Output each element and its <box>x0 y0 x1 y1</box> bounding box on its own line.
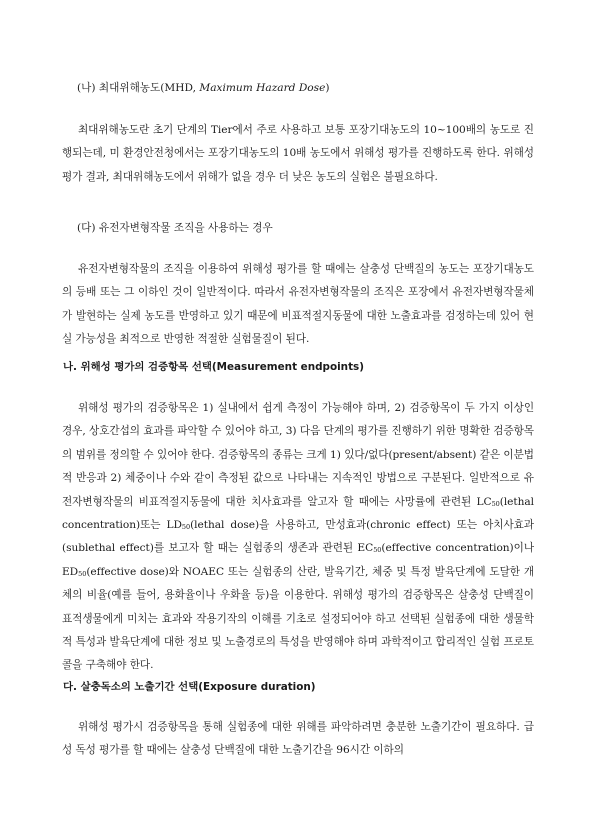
subsection-label-end: ) <box>325 82 330 94</box>
subsection-label: (나) 최대위해농도(MHD, <box>77 82 200 94</box>
paragraph-endpoints <box>62 397 534 678</box>
section-heading-endpoints: 나. 위해성 평가의 검증항목 선택(Measurement endpoints) <box>63 361 364 373</box>
text-run: (effective concentration)이나 ED <box>62 542 535 578</box>
text-run: 위해성 평가의 검증항목은 1) 실내에서 쉽게 측정이 가능해야 하며, 2) 검증항목이 두 가지 이상인 경우, 상호간섭의 효과를 파악할 수 있어야 하고, 3) 다음 단계의 평가를 진행하기 위한 명확한 검증항목의 범위를 정의할 수 있어야 한다. 검증항목의 종류는 크게 1) 있다/없다(present/absent) 같은 이분법적 반응과 2) 체중이나 수와 같이 측정된 값으로 나타내는 지속적인 방법으로 구분된다. 일반적으로 유전자변형작물의 비표적절지동물에 대한 치사효과를 알고자 할 때에는 사망률에 관련된 LC <box>62 402 534 508</box>
subscript: 50 <box>491 499 500 508</box>
paragraph-mhd: 최대위해농도란 초기 단계의 Tier에서 주로 사용하고 보통 포장기대농도의 10~100배의 농도로 진행되는데, 미 환경안전청에서는 포장기대농도의 10배 농도에서 위해성 평가를 진행하도록 한다. 위해성 평가 결과, 최대위해농도에서 위해가 없을 경우 더 낮은 농도의 실험은 불필요하다. <box>62 124 534 183</box>
subscript: 50 <box>373 546 382 555</box>
subsection-heading-gm-tissue: (다) 유전자변형작물 조직을 사용하는 경우 <box>77 222 273 234</box>
subscript: 50 <box>78 569 87 578</box>
paragraph-gm-tissue: 유전자변형작물의 조직을 이용하여 위해성 평가를 할 때에는 살충성 단백질의 농도는 포장기대농도의 등배 또는 그 이하인 것이 일반적이다. 따라서 유전자변형작물의 조직은 포장에서 유전자변형작물체가 발현하는 실제 농도를 반영하고 있기 때문에 비표적절지동물에 대한 노출효과를 검정하는데 있어 현실 가능성을 최적으로 반영한 적절한 실험물질이 된다. <box>62 263 534 346</box>
paragraph-exposure: 위해성 평가시 검증항목을 통해 실험종에 대한 위해를 파악하려면 충분한 노출기간이 필요하다. 급성 독성 평가를 할 때에는 살충성 단백질에 대한 노출기간을 96시간 이하의 <box>62 721 534 757</box>
subsection-heading-mhd <box>77 81 534 95</box>
text-run: (lethal dose)을 사용하고, 만성효과(chronic effect) 또는 아치사효과(sublethal effect)를 보고자 할 때는 실험종의 생존과 관련된 EC <box>62 519 534 555</box>
text-run: (effective dose)와 NOAEC 또는 실험종의 산란, 발육기간, 체중 및 특정 발육단계에 도달한 개체의 비율(예를 들어, 용화율이나 우화율 등)을 이용한다. 위해성 평가의 검증항목은 살충성 단백질이 표적생물에게 미치는 효과와 작용기작의 이해를 기초로 설정되어야 하고 선택된 실험종에 대한 생물학적 특성과 발육단계에 대한 정보 및 노출경로의 특성을 반영해야 하며 과학적이고 합리적인 실험 프로토콜을 구축해야 한다. <box>62 565 534 672</box>
section-heading-exposure: 다. 살충독소의 노출기간 선택(Exposure duration) <box>63 681 316 693</box>
subsection-label-italic: Maximum Hazard Dose <box>199 82 326 94</box>
subscript: 50 <box>181 523 191 532</box>
text-run: (lethal concentration)또는 LD <box>62 495 534 532</box>
